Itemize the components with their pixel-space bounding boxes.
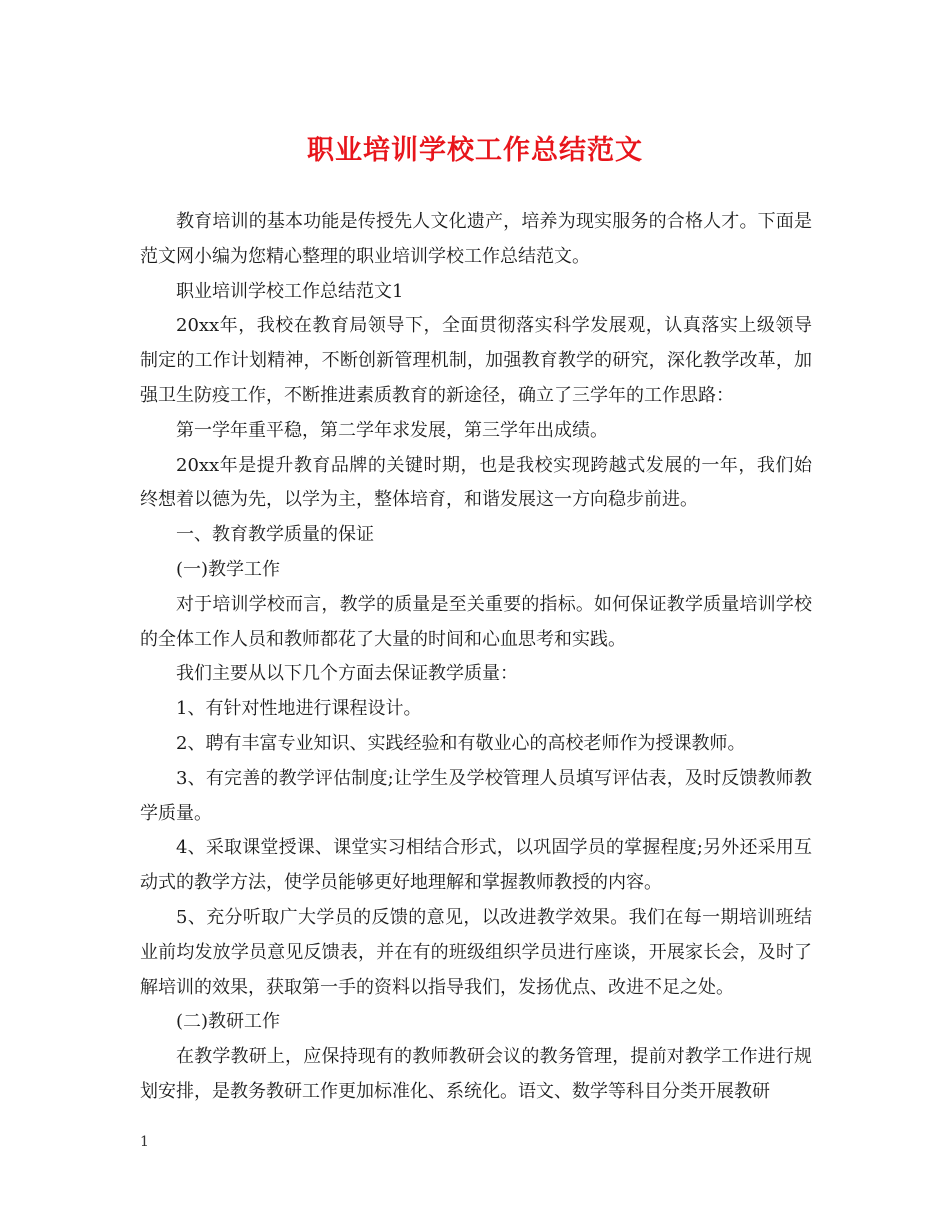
document-title: 职业培训学校工作总结范文 — [307, 135, 643, 166]
page-number: 1 — [140, 1134, 149, 1150]
paragraph: 我们主要从以下几个方面去保证教学质量： — [176, 663, 518, 685]
paragraph: 20xx年，我校在教育局领导下，全面贯彻落实科学发展观，认真落实上级领导制定的工作计划精神，不断创新管理机制，加强教育教学的研究，深化教学改革，加强卫生防疫工作，不断推进素质教育的新途径，确立了三学年的工作思路： — [140, 315, 812, 406]
paragraph: 20xx年是提升教育品牌的关键时期，也是我校实现跨越式发展的一年，我们始终想着以德为先，以学为主，整体培育，和谐发展这一方向稳步前进。 — [140, 454, 812, 511]
paragraph: 职业培训学校工作总结范文1 — [176, 280, 404, 302]
subsection-heading: (一)教学工作 — [176, 558, 281, 580]
subsection-heading: (二)教研工作 — [176, 1011, 281, 1033]
document-body — [140, 205, 812, 1110]
list-item: 1、有针对性地进行课程设计。 — [176, 698, 422, 720]
paragraph: 教育培训的基本功能是传授先人文化遗产，培养为现实服务的合格人才。下面是范文网小编为您精心整理的职业培训学校工作总结范文。 — [140, 211, 812, 267]
paragraph: 对于培训学校而言，教学的质量是至关重要的指标。如何保证教学质量培训学校的全体工作人员和教师都花了大量的时间和心血思考和实践。 — [140, 593, 812, 650]
list-item: 3、有完善的教学评估制度;让学生及学校管理人员填写评估表，及时反馈教师教学质量。 — [140, 767, 812, 824]
section-heading: 一、教育教学质量的保证 — [176, 524, 374, 546]
list-item: 4、采取课堂授课、课堂实习相结合形式，以巩固学员的掌握程度;另外还采用互动式的教学方法，使学员能够更好地理解和掌握教师教授的内容。 — [140, 837, 812, 894]
list-item: 5、充分听取广大学员的反馈的意见，以改进教学效果。我们在每一期培训班结业前均发放学员意见反馈表，并在有的班级组织学员进行座谈，开展家长会，及时了解培训的效果，获取第一手的资料以指导我们，发扬优点、改进不足之处。 — [140, 906, 812, 998]
list-item: 2、聘有丰富专业知识、实践经验和有敬业心的高校老师作为授课教师。 — [176, 732, 746, 754]
paragraph: 第一学年重平稳，第二学年求发展，第三学年出成绩。 — [176, 419, 608, 441]
paragraph: 在教学教研上，应保持现有的教师教研会议的教务管理，提前对教学工作进行规划安排，是教务教研工作更加标准化、系统化。语文、数学等科目分类开展教研 — [140, 1046, 812, 1102]
